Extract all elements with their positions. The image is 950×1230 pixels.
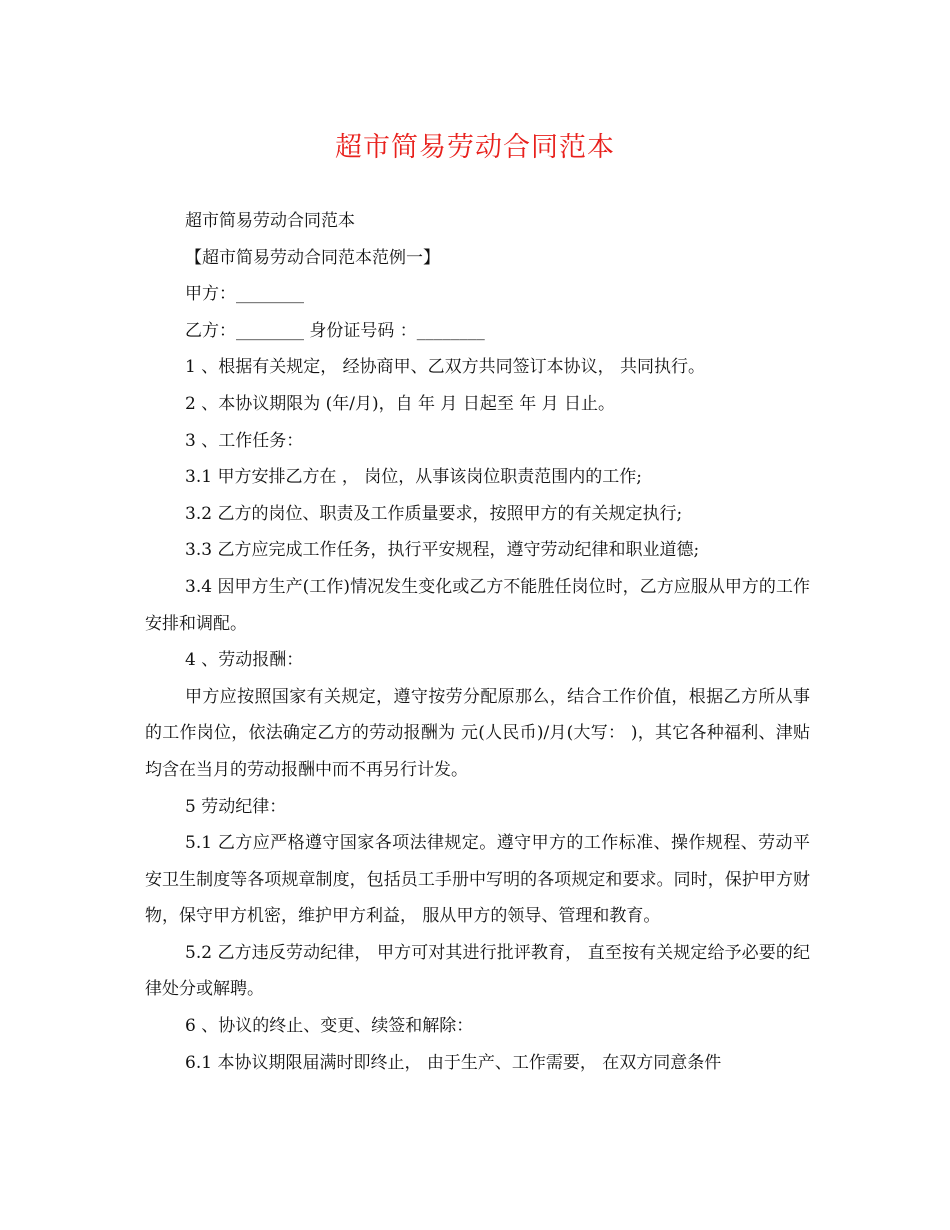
paragraph-party-b: 乙方：________ 身份证号码 ：________ [185, 320, 485, 341]
paragraph-clause-3-1: 3.1 甲方安排乙方在 ， 岗位，从事该岗位职责范围内的工作; [185, 467, 642, 488]
paragraph-clause-3-4: 3.4 因甲方生产(工作)情况发生变化或乙方不能胜任岗位时，乙方应服从甲方的工作安排和调配。 [145, 576, 810, 634]
paragraph-clause-2: 2 、本协议期限为 (年/月)，自 年 月 日起至 年 月 日止。 [185, 393, 616, 414]
paragraph-party-a: 甲方：________ [185, 284, 304, 305]
paragraph-clause-3: 3 、工作任务： [185, 430, 304, 451]
paragraph-subtitle: 超市简易劳动合同范本 [185, 211, 355, 231]
paragraph-clause-5-1: 5.1 乙方应严格遵守国家各项法律规定。遵守甲方的工作标准、操作规程、劳动平安卫生制度等各项规章制度，包括员工手册中写明的各项规定和要求。同时，保护甲方财物，保守甲方机密，维护甲方利益， 服从甲方的领导、管理和教育。 [145, 833, 810, 927]
paragraph-clause-6: 6 、协议的终止、变更、续签和解除： [185, 1016, 474, 1037]
paragraph-clause-4-body: 甲方应按照国家有关规定，遵守按劳分配原那么，结合工作价值，根据乙方所从事的工作岗位，依法确定乙方的劳动报酬为 元(人民币)/月(大写： )，其它各种福利、津贴均含在当月的劳动报酬中而不再另行计发。 [145, 686, 810, 780]
paragraph-example-heading: 【超市简易劳动合同范本范例一】 [185, 247, 440, 268]
paragraph-clause-6-1: 6.1 本协议期限届满时即终止， 由于生产、工作需要， 在双方同意条件 [185, 1052, 722, 1073]
paragraph-clause-5: 5 劳动纪律： [185, 796, 287, 817]
paragraph-clause-4: 4 、劳动报酬： [185, 650, 304, 671]
paragraph-clause-3-2: 3.2 乙方的岗位、职责及工作质量要求，按照甲方的有关规定执行; [185, 503, 683, 524]
paragraph-clause-1: 1 、根据有关规定， 经协商甲、乙双方共同签订本协议， 共同执行。 [185, 357, 706, 378]
paragraph-clause-3-3: 3.3 乙方应完成工作任务，执行平安规程，遵守劳动纪律和职业道德; [185, 540, 700, 561]
paragraph-clause-5-2: 5.2 乙方违反劳动纪律， 甲方可对其进行批评教育， 直至按有关规定给予必要的纪律处分或解聘。 [145, 942, 810, 1000]
document-body [145, 203, 810, 1081]
document-title: 超市简易劳动合同范本 [335, 132, 615, 163]
